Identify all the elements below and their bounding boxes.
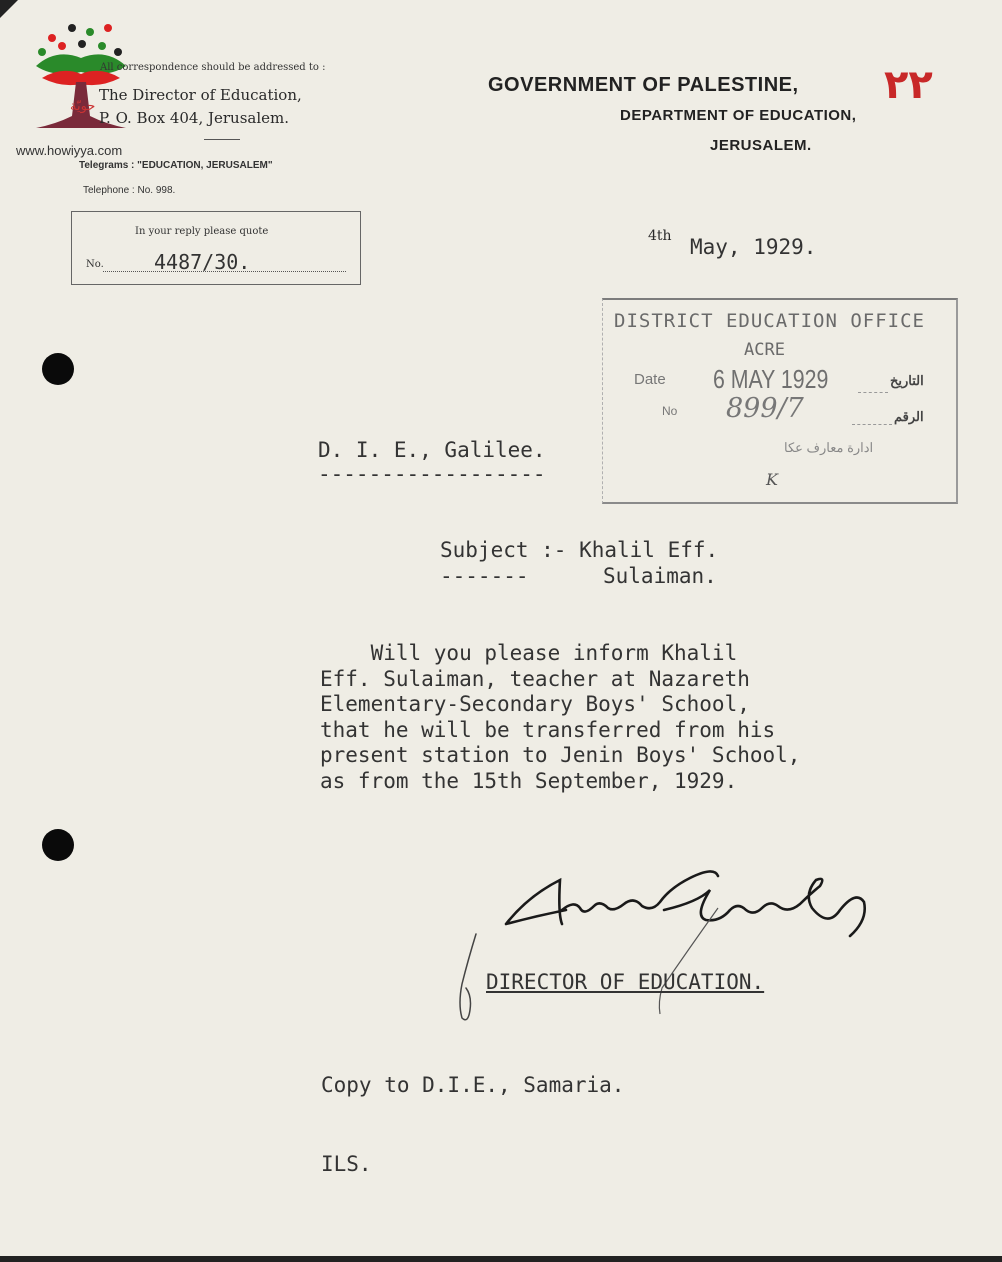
- stamp-no-label: No: [662, 404, 678, 418]
- red-annotation-text: ٢٢: [884, 62, 933, 108]
- date-day: 4th: [648, 228, 672, 244]
- government-heading: GOVERNMENT OF PALESTINE,: [488, 74, 799, 96]
- stamp-no-dash: [852, 424, 892, 425]
- stamp-date-label: Date: [634, 371, 666, 388]
- stamp-number: 899/7: [726, 393, 804, 424]
- department-heading: DEPARTMENT OF EDUCATION,: [620, 107, 857, 124]
- logo-arabic-text: حويّة: [70, 99, 96, 114]
- letter-date: May, 1929.: [690, 235, 817, 259]
- stamp-date: 6 MAY 1929: [713, 364, 829, 394]
- addressee-underline: ------------------: [318, 462, 546, 486]
- stamp-town: ACRE: [744, 340, 785, 360]
- city-heading: JERUSALEM.: [710, 137, 812, 154]
- page-bottom-edge: [0, 1256, 1002, 1262]
- addressee-line-2: P. O. Box 404, Jerusalem.: [99, 109, 290, 127]
- stamp-arabic-date-label: التاريخ: [890, 373, 924, 388]
- divider: [204, 139, 240, 140]
- punch-hole-bottom: [42, 829, 74, 861]
- reply-label: In your reply please quote: [135, 226, 269, 237]
- address-note: All correspondence should be addressed to :: [100, 62, 326, 73]
- addressee: D. I. E., Galilee.: [318, 438, 546, 462]
- copy-to-line: Copy to D.I.E., Samaria.: [321, 1073, 625, 1097]
- red-annotation-mark: [880, 58, 958, 110]
- page-corner: [0, 0, 18, 18]
- telegrams-line: Telegrams : "EDUCATION, JERUSALEM": [79, 160, 273, 171]
- reply-number: 4487/30.: [154, 250, 251, 274]
- watermark-url[interactable]: www.howiyya.com: [16, 143, 123, 158]
- stamp-date-dash: [858, 392, 888, 393]
- telephone-line: Telephone : No. 998.: [83, 185, 176, 196]
- reply-no-prefix: No.: [86, 259, 104, 270]
- stamp-initials: K: [766, 470, 778, 489]
- typist-initials: ILS.: [321, 1152, 372, 1176]
- stamp-arabic-office: ادارة معارف عكا: [784, 440, 874, 455]
- addressee-line-1: The Director of Education,: [99, 86, 302, 104]
- logo-people: [38, 24, 122, 56]
- stamp-title: DISTRICT EDUCATION OFFICE: [614, 310, 925, 332]
- punch-hole-top: [42, 353, 74, 385]
- subject-line: Subject :- Khalil Eff.: [440, 538, 719, 562]
- closing-title: DIRECTOR OF EDUCATION.: [486, 970, 765, 994]
- subject-underline: -------: [440, 564, 529, 588]
- signature: [448, 850, 918, 1030]
- stamp-arabic-no-label: الرقم: [894, 409, 924, 424]
- body-paragraph: Will you please inform Khalil Eff. Sulaiman, teacher at Nazareth Elementary-Secondary Boys' School, that he will be transferred from his present station to Jenin Boys' School, as from the 15th September, 1929.: [320, 641, 801, 793]
- subject-line-2: Sulaiman.: [603, 564, 717, 588]
